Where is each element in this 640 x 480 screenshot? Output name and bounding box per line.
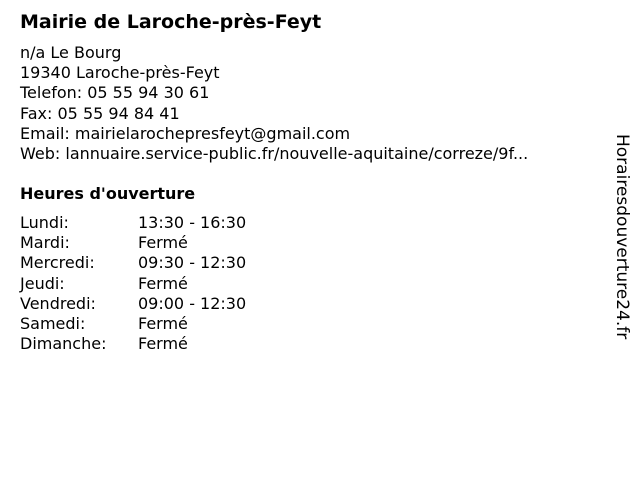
address-line-1: n/a Le Bourg: [20, 43, 122, 62]
day-label: Dimanche:: [20, 334, 107, 354]
page-title: Mairie de Laroche-près-Feyt: [20, 11, 322, 33]
email-value: mairielarochepresfeyt@gmail.com: [74, 123, 351, 143]
site-brand-watermark: Horairesdouverture24.fr: [612, 134, 632, 340]
opening-hours-heading: Heures d'ouverture: [20, 184, 196, 203]
day-hours: 09:30 - 12:30: [138, 253, 247, 273]
day-hours: 13:30 - 16:30: [138, 213, 247, 232]
day-hours: Fermé: [138, 334, 188, 354]
hours-row: [20, 233, 246, 253]
web-line: [20, 144, 528, 164]
web-value: lannuaire.service-public.fr/nouvelle-aquitaine/correze/9f...: [65, 144, 529, 164]
address-line-2: 19340 Laroche-près-Feyt: [20, 63, 220, 83]
fax-line: [20, 104, 528, 124]
hours-row: [20, 253, 246, 273]
hours-row: [20, 213, 246, 233]
web-label: Web:: [20, 144, 61, 164]
email-label: Email:: [20, 123, 70, 143]
phone-line: [20, 83, 528, 103]
fax-value: 05 55 94 84 41: [57, 103, 180, 123]
hours-row: [20, 274, 246, 294]
day-hours: Fermé: [138, 314, 188, 334]
day-label: Samedi:: [20, 314, 86, 334]
day-label: Mercredi:: [20, 253, 95, 273]
phone-label: Telefon:: [20, 83, 83, 103]
email-line: [20, 124, 528, 144]
day-label: Jeudi:: [20, 273, 65, 293]
day-hours: Fermé: [138, 273, 188, 293]
hours-row: [20, 294, 246, 314]
hours-row: [20, 334, 246, 354]
day-hours: 09:00 - 12:30: [138, 293, 247, 313]
hours-row: [20, 314, 246, 334]
day-label: Mardi:: [20, 233, 70, 253]
fax-label: Fax:: [20, 103, 53, 123]
phone-value: 05 55 94 30 61: [87, 83, 210, 103]
opening-hours-list: [20, 213, 246, 354]
day-hours: Fermé: [138, 233, 188, 253]
contact-block: [20, 43, 528, 164]
day-label: Vendredi:: [20, 293, 96, 313]
day-label: Lundi:: [20, 213, 69, 232]
